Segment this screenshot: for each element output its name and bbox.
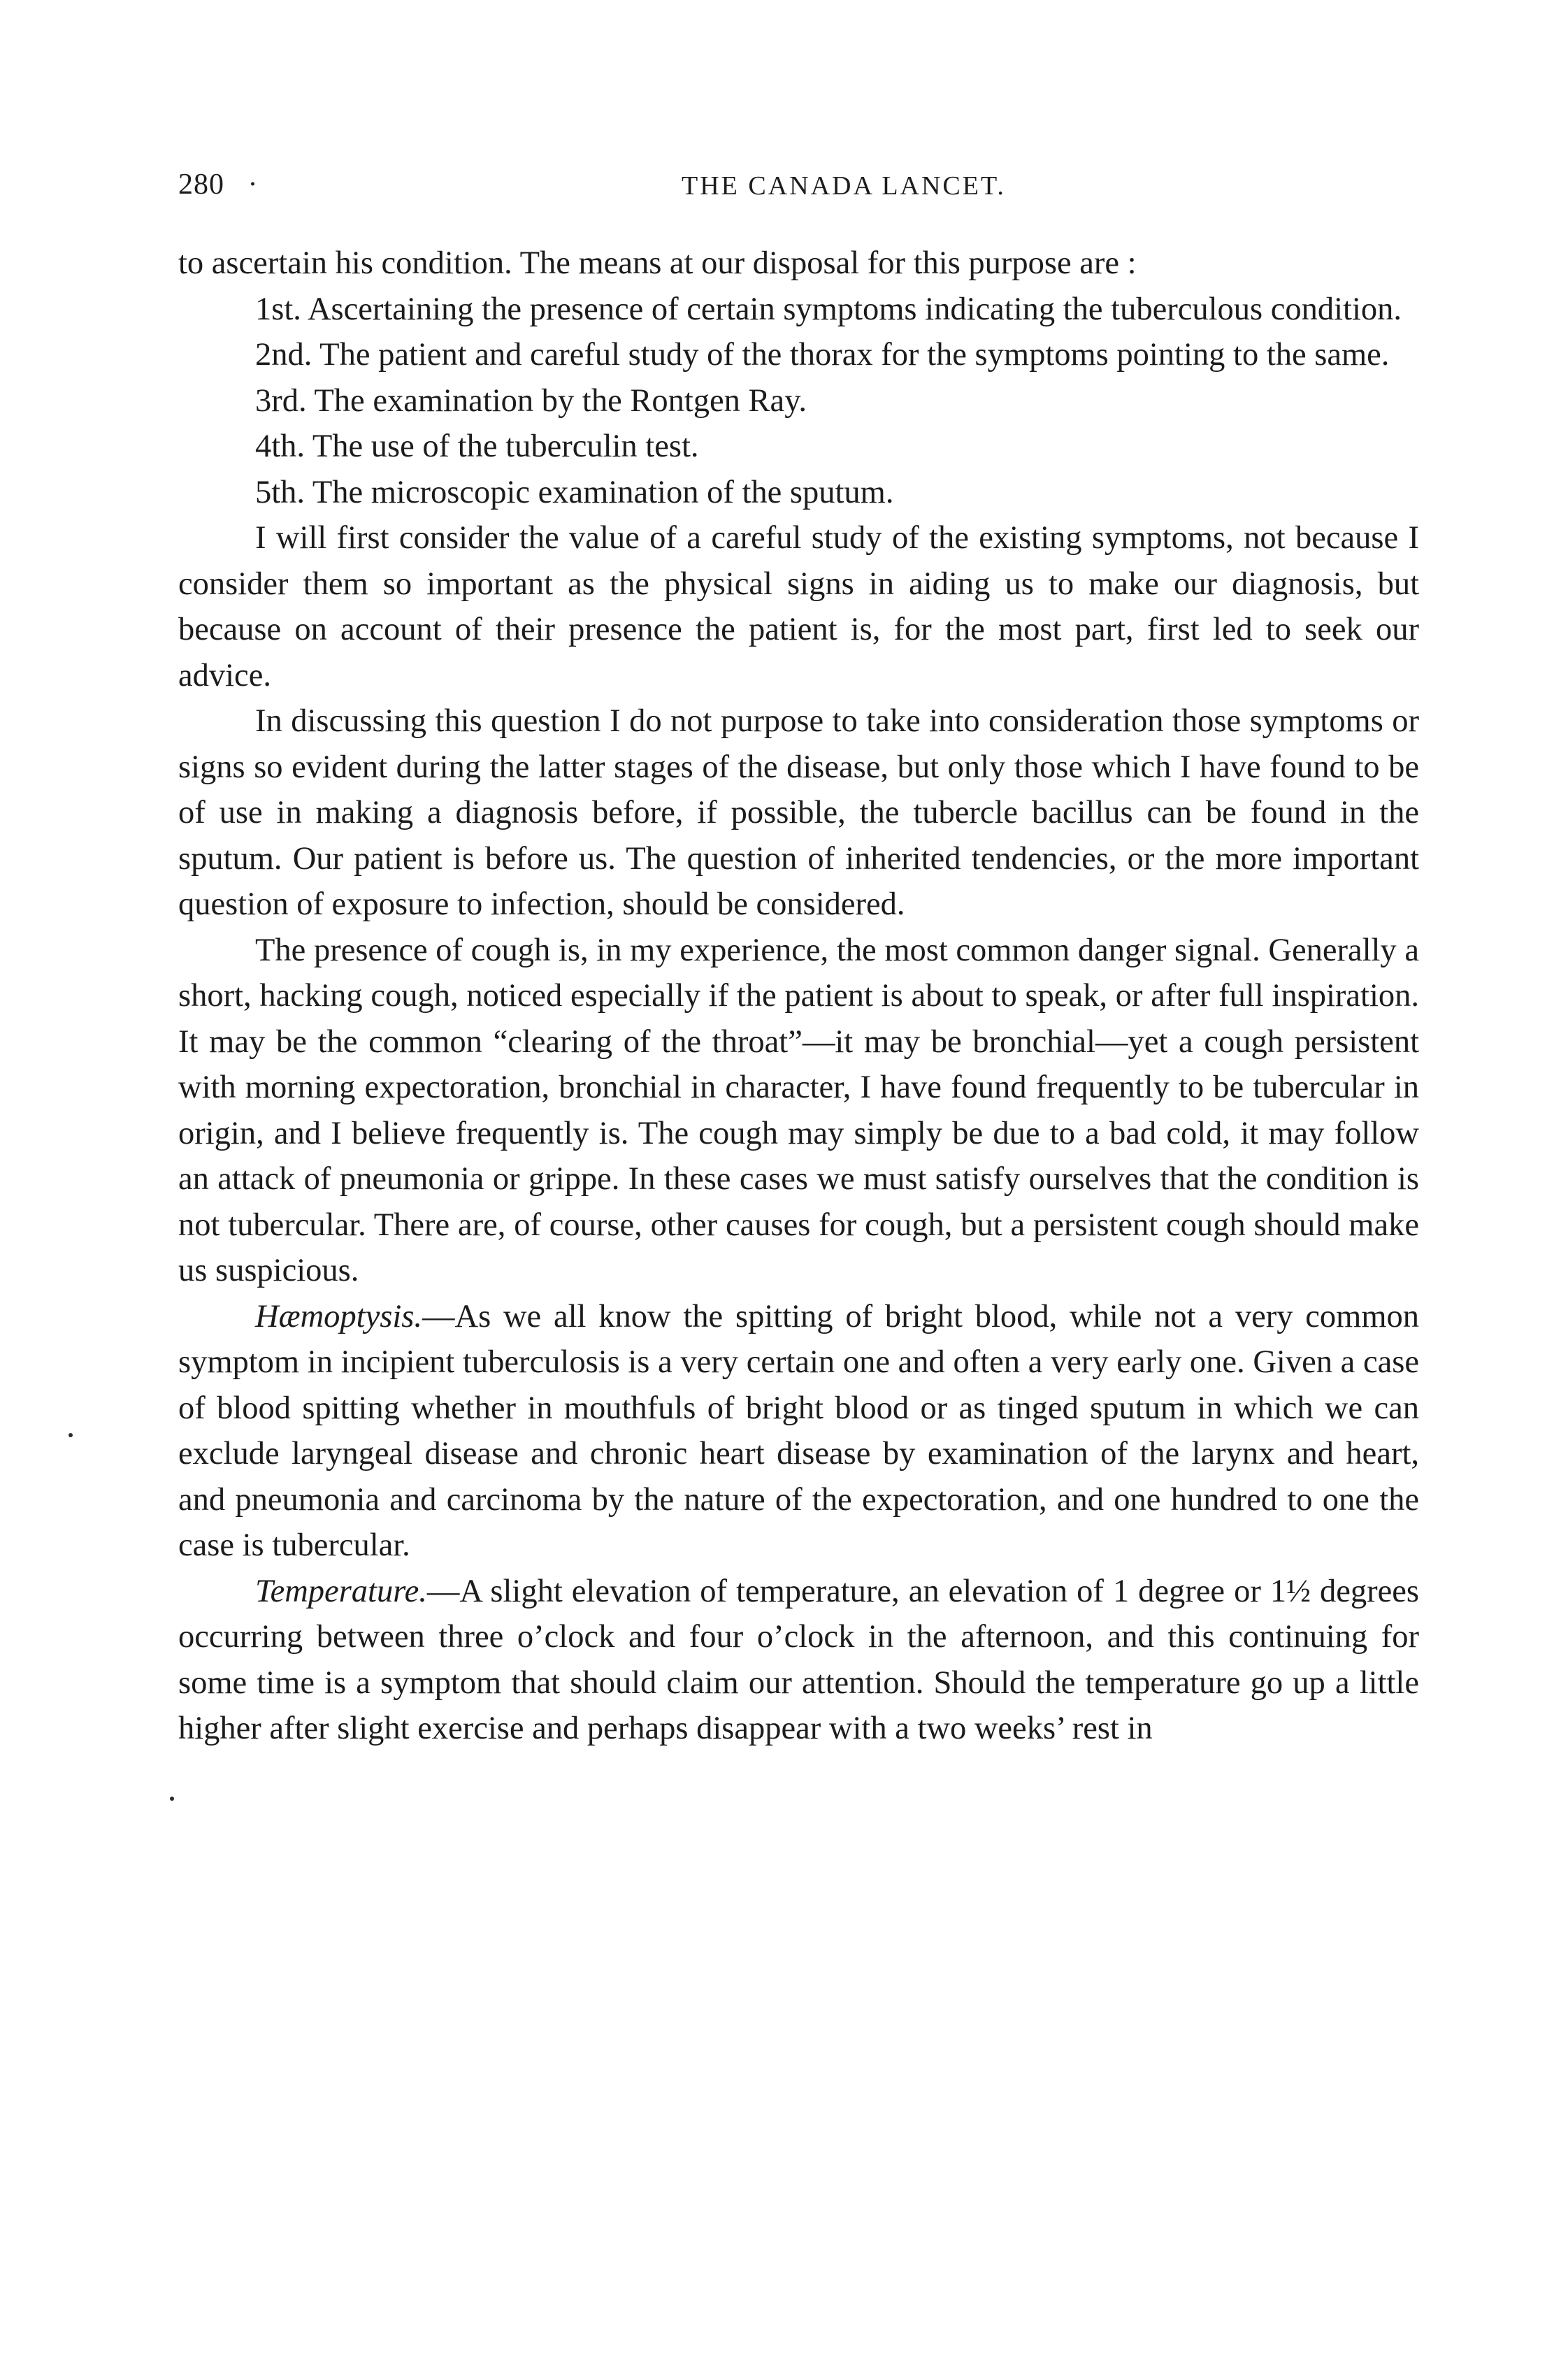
article-body (178, 240, 1419, 1752)
paragraph-cough: The presence of cough is, in my experience, the most common danger signal. Generally a short, hacking cough, noticed especially if the patient is about to speak, or after full inspiration. It may be the common “clearing of the throat”—it may be bronchial—yet a cough persistent with morning expectoration, bronchial in character, I have found frequently to be tubercular in origin, and I believe frequently is. The cough may simply be due to a bad cold, it may follow an attack of pneumonia or grippe. In these cases we must satisfy ourselves that the condition is not tubercular. There are, of course, other causes for cough, but a persistent cough should make us suspicious. (178, 932, 1419, 1288)
haemoptysis-heading: Hæmoptysis. (255, 1298, 422, 1334)
page (178, 168, 1419, 1752)
temperature-text: —A slight elevation of temperature, an elevation of 1 degree or 1½ degrees occurring between three o’clock and four o’clock in the afternoon, and this continuing for some time is a symptom that should claim our attention. Should the temperature go up a little higher after slight exercise and perhaps disappear with a two weeks’ rest in (178, 1573, 1419, 1746)
header-separator: · (247, 168, 259, 201)
paragraph-temperature (178, 1569, 1419, 1752)
margin-speck (170, 1797, 174, 1801)
paragraph-symptoms: I will first consider the value of a careful study of the existing symptoms, not because I consider them so important as the physical signs in aiding us to make our diagnosis, but because on account of their presence the patient is, for the most part, first led to seek our advice. (178, 520, 1419, 693)
list-item-3rd: 3rd. The examination by the Rontgen Ray. (255, 382, 807, 419)
list-item-2nd: 2nd. The patient and careful study of the thorax for the symptoms pointing to the same. (255, 337, 1390, 373)
page-number (178, 168, 259, 201)
journal-title: THE CANADA LANCET. (682, 171, 1006, 201)
list-item-4th: 4th. The use of the tuberculin test. (255, 429, 699, 464)
list-item-1st: 1st. Ascertaining the presence of certain symptoms indicating the tuberculous condition. (255, 291, 1402, 327)
margin-speck (69, 1433, 73, 1437)
list-item-5th: 5th. The microscopic examination of the sputum. (255, 474, 894, 510)
haemoptysis-text: —As we all know the spitting of bright blood, while not a very common symptom in incipient tuberculosis is a very certain one and often a very early one. Given a case of blood spitting whether in mouthfuls of bright blood or as tinged sputum in which we can exclude laryngeal disease and chronic heart disease by examination of the larynx and heart, and pneumonia and carcinoma by the nature of the expectoration, and one hundred to one the case is tubercular. (178, 1298, 1419, 1563)
running-head (178, 168, 1419, 210)
paragraph-intro: to ascertain his condition. The means at our disposal for this purpose are : (178, 245, 1137, 281)
page-number-value: 280 (178, 168, 224, 201)
paragraph-haemoptysis (178, 1294, 1419, 1569)
temperature-heading: Temperature. (255, 1573, 427, 1609)
paragraph-discussing: In discussing this question I do not purpose to take into consideration those symptoms or signs so evident during the latter stages of the disease, but only those which I have found to be of use in making a diagnosis before, if possible, the tubercle bacillus can be found in the sputum. Our patient is before us. The question of inherited tendencies, or the more important question of exposure to infection, should be considered. (178, 703, 1419, 922)
